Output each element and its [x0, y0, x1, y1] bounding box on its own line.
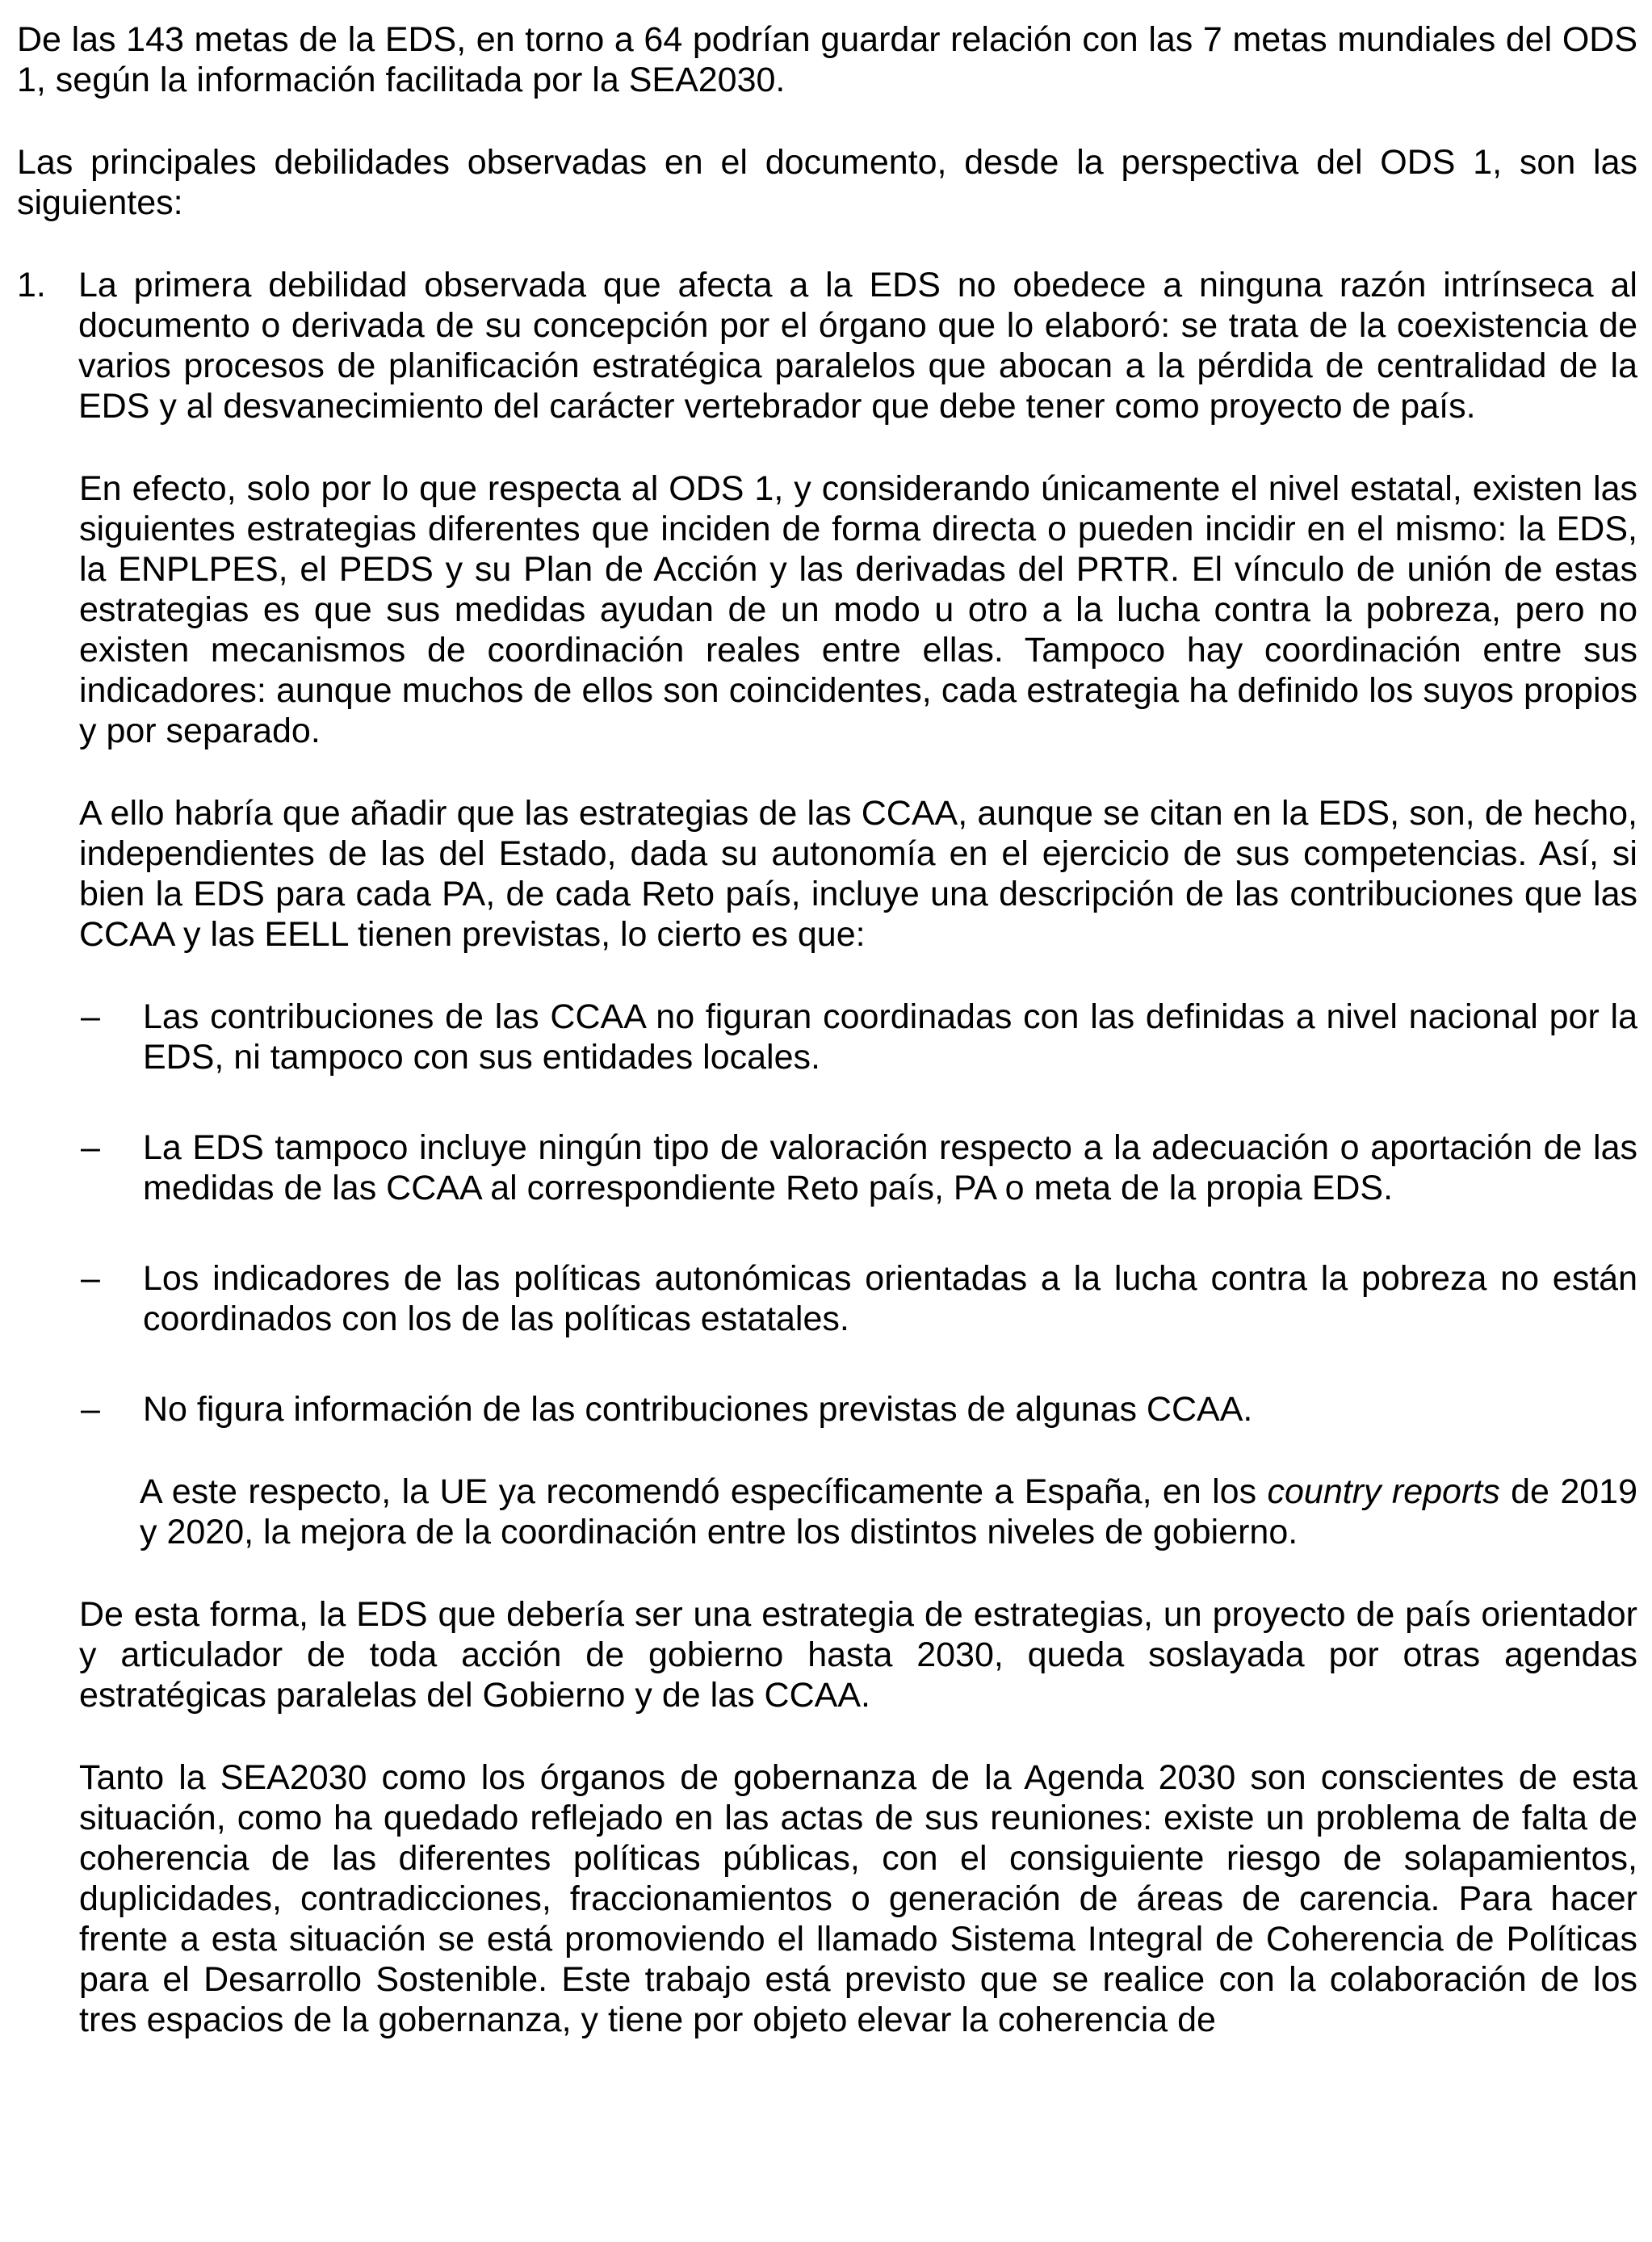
paragraph-a-este-respecto — [140, 1472, 1637, 1552]
respecto-text-post: de 2019 y 2020, la mejora de la coordinación entre los distintos niveles de gobierno. — [140, 1472, 1637, 1551]
bullet-item — [81, 1258, 1637, 1339]
respecto-text-italic: country reports — [1267, 1472, 1500, 1511]
bullet-text: Los indicadores de las políticas autonómicas orientadas a la lucha contra la pobreza no están coordinados con los de las políticas estatales. — [143, 1259, 1637, 1338]
bullet-item — [81, 1389, 1637, 1430]
numbered-item-1 — [17, 265, 1637, 426]
bullet-item — [81, 997, 1637, 1077]
paragraph-en-efecto: En efecto, solo por lo que respecta al ODS 1, y considerando únicamente el nivel estatal, existen las siguientes estrategias diferentes que inciden de forma directa o pueden incidir en el mismo: la EDS, la ENPLPES, el PEDS y su Plan de Acción y las derivadas del PRTR. El vínculo de unión de estas estrategias es que sus medidas ayudan de un modo u otro a la lucha contra la pobreza, pero no existen mecanismos de coordinación reales entre ellas. Tampoco hay coordinación entre sus indicadores: aunque muchos de ellos son coincidentes, cada estrategia ha definido los suyos propios y por separado. — [79, 469, 1637, 750]
bullet-text: La EDS tampoco incluye ningún tipo de valoración respecto a la adecuación o aportación de las medidas de las CCAA al correspondiente Reto país, PA o meta de la propia EDS. — [143, 1128, 1637, 1207]
bullet-dash: – — [81, 1259, 100, 1298]
respecto-text-pre: A este respecto, la UE ya recomendó específicamente a España, en los — [140, 1472, 1268, 1511]
bullet-text: No figura información de las contribuciones previstas de algunas CCAA. — [143, 1390, 1253, 1429]
bullet-item — [81, 1127, 1637, 1208]
bullet-dash: – — [81, 1390, 100, 1429]
numbered-item-text: La primera debilidad observada que afecta a la EDS no obedece a ninguna razón intrínseca al documento o derivada de su concepción por el órgano que lo elaboró: se trata de la coexistencia de varios procesos de planificación estratégica paralelos que abocan a la pérdida de centralidad de la EDS y al desvanecimiento del carácter vertebrador que debe tener como proyecto de país. — [78, 266, 1637, 426]
bullet-dash: – — [81, 1128, 100, 1167]
list-number: 1. — [17, 266, 46, 304]
paragraph-de-esta-forma: De esta forma, la EDS que debería ser una estrategia de estrategias, un proyecto de país orientador y articulador de toda acción de gobierno hasta 2030, queda soslayada por otras agendas estratégicas paralelas del Gobierno y de las CCAA. — [79, 1595, 1637, 1715]
paragraph-debilidades-lead: Las principales debilidades observadas en el documento, desde la perspectiva del ODS 1, son las siguientes: — [17, 143, 1637, 222]
paragraph-intro: De las 143 metas de la EDS, en torno a 64 podrían guardar relación con las 7 metas mundiales del ODS 1, según la información facilitada por la SEA2030. — [17, 20, 1637, 99]
bullet-dash: – — [81, 997, 100, 1036]
bullet-text: Las contribuciones de las CCAA no figuran coordinadas con las definidas a nivel nacional por la EDS, ni tampoco con sus entidades locales. — [143, 997, 1637, 1077]
paragraph-tanto-sea2030: Tanto la SEA2030 como los órganos de gobernanza de la Agenda 2030 son conscientes de esta situación, como ha quedado reflejado en las actas de sus reuniones: existe un problema de falta de coherencia de las diferentes políticas públicas, con el consiguiente riesgo de solapamientos, duplicidades, contradicciones, fraccionamientos o generación de áreas de carencia. Para hacer frente a esta situación se está promoviendo el llamado Sistema Integral de Coherencia de Políticas para el Desarrollo Sostenible. Este trabajo está previsto que se realice con la colaboración de los tres espacios de la gobernanza, y tiene por objeto elevar la coherencia de — [79, 1758, 1637, 2039]
paragraph-a-ello: A ello habría que añadir que las estrategias de las CCAA, aunque se citan en la EDS, son, de hecho, independientes de las del Estado, dada su autonomía en el ejercicio de sus competencias. Así, si bien la EDS para cada PA, de cada Reto país, incluye una descripción de las contribuciones que las CCAA y las EELL tienen previstas, lo cierto es que: — [79, 794, 1637, 954]
